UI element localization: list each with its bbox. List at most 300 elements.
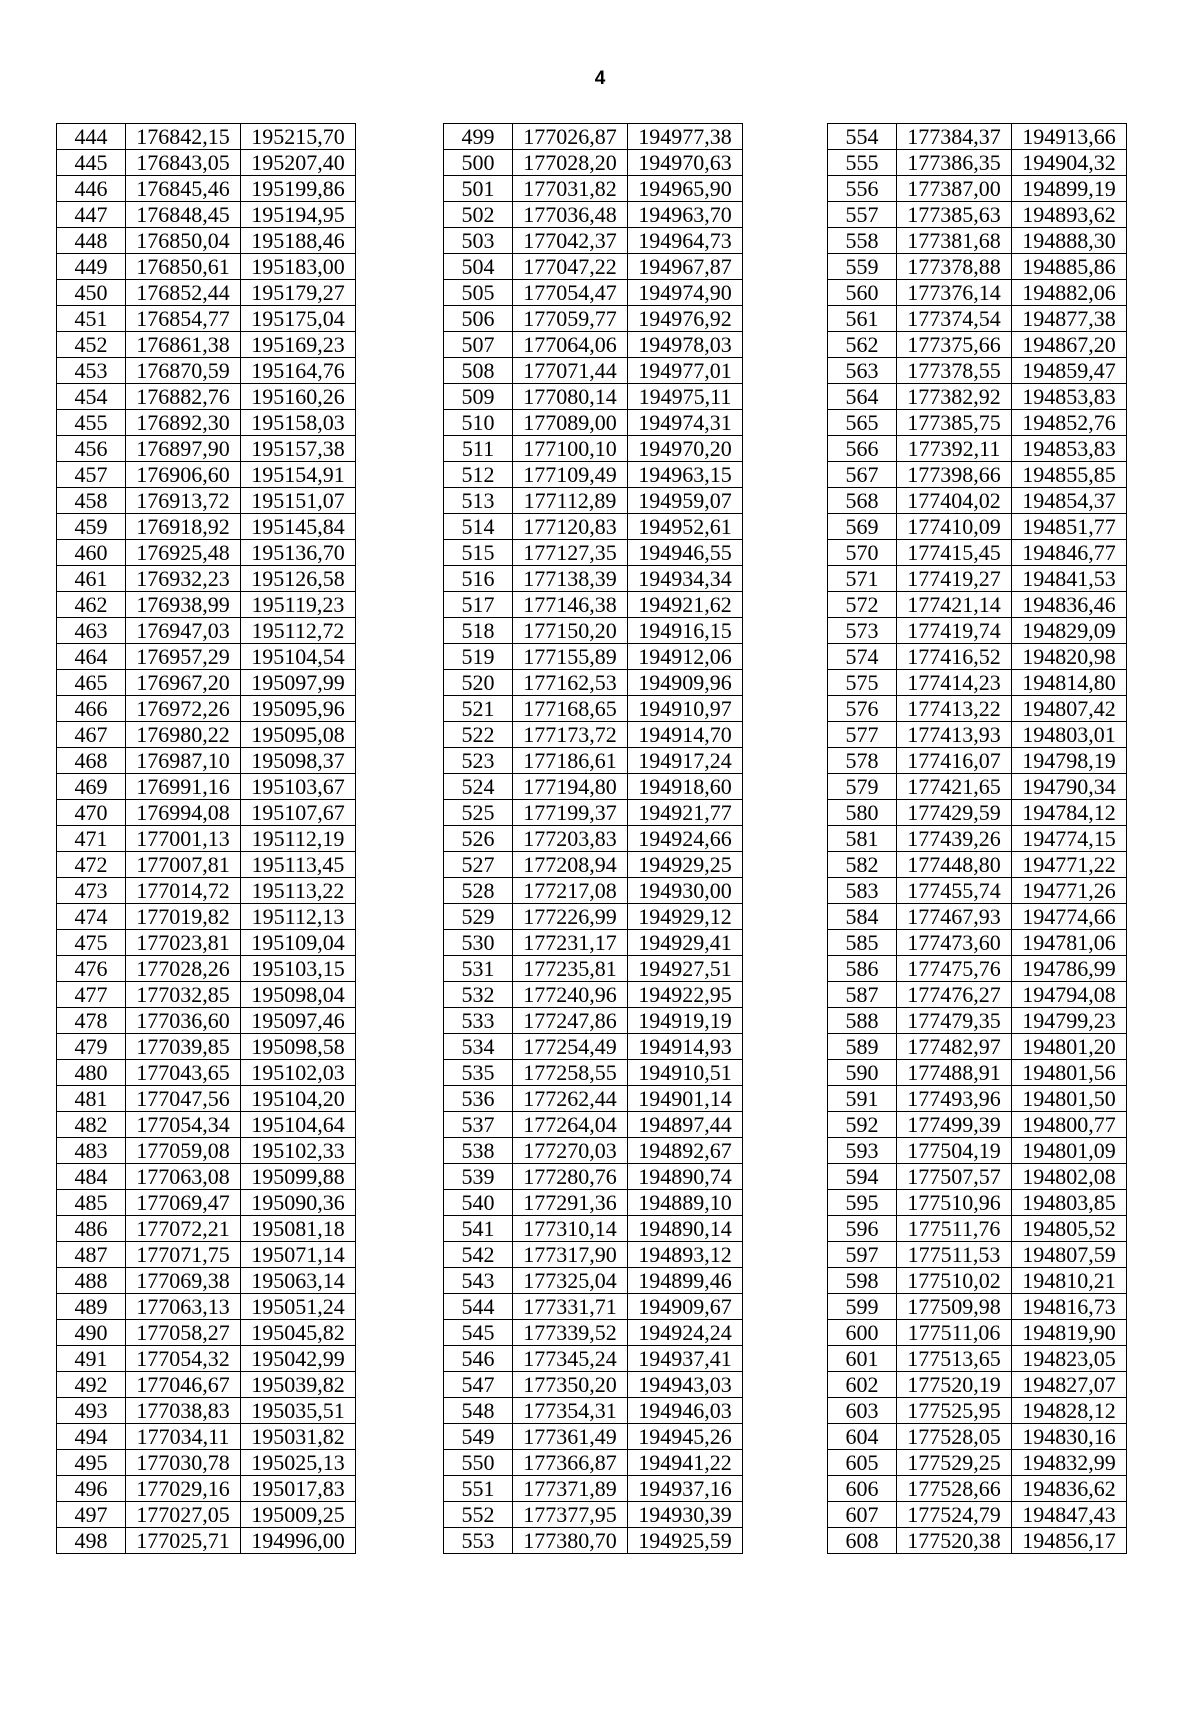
point-number-cell: 465 — [57, 670, 126, 696]
x-coordinate-cell: 177374,54 — [897, 306, 1012, 332]
y-coordinate-cell: 194914,70 — [628, 722, 743, 748]
point-number-cell: 572 — [828, 592, 897, 618]
point-number-cell: 552 — [444, 1502, 513, 1528]
x-coordinate-cell: 177039,85 — [126, 1034, 241, 1060]
y-coordinate-cell: 195136,70 — [241, 540, 356, 566]
y-coordinate-cell: 194941,22 — [628, 1450, 743, 1476]
point-number-cell: 477 — [57, 982, 126, 1008]
y-coordinate-cell: 194820,98 — [1012, 644, 1127, 670]
y-coordinate-cell: 194927,51 — [628, 956, 743, 982]
y-coordinate-cell: 194946,55 — [628, 540, 743, 566]
table-row — [828, 202, 1127, 228]
x-coordinate-cell: 177235,81 — [513, 956, 628, 982]
y-coordinate-cell: 195102,33 — [241, 1138, 356, 1164]
table-row — [57, 1502, 356, 1528]
y-coordinate-cell: 195031,82 — [241, 1424, 356, 1450]
y-coordinate-cell: 195119,23 — [241, 592, 356, 618]
point-number-cell: 522 — [444, 722, 513, 748]
x-coordinate-cell: 177366,87 — [513, 1450, 628, 1476]
point-number-cell: 444 — [57, 124, 126, 150]
y-coordinate-cell: 195090,36 — [241, 1190, 356, 1216]
table-row — [828, 774, 1127, 800]
y-coordinate-cell: 194807,42 — [1012, 696, 1127, 722]
y-coordinate-cell: 194801,09 — [1012, 1138, 1127, 1164]
point-number-cell: 452 — [57, 332, 126, 358]
table-row — [828, 670, 1127, 696]
y-coordinate-cell: 195154,91 — [241, 462, 356, 488]
table-row — [444, 124, 743, 150]
point-number-cell: 527 — [444, 852, 513, 878]
y-coordinate-cell: 194802,08 — [1012, 1164, 1127, 1190]
table-row — [57, 1424, 356, 1450]
point-number-cell: 555 — [828, 150, 897, 176]
table-row — [828, 826, 1127, 852]
x-coordinate-cell: 177520,38 — [897, 1528, 1012, 1554]
x-coordinate-cell: 176913,72 — [126, 488, 241, 514]
x-coordinate-cell: 176906,60 — [126, 462, 241, 488]
point-number-cell: 502 — [444, 202, 513, 228]
point-number-cell: 510 — [444, 410, 513, 436]
x-coordinate-cell: 177071,44 — [513, 358, 628, 384]
point-number-cell: 480 — [57, 1060, 126, 1086]
table-row — [444, 1138, 743, 1164]
y-coordinate-cell: 195113,45 — [241, 852, 356, 878]
table-row — [444, 462, 743, 488]
table-row — [828, 1346, 1127, 1372]
x-coordinate-cell: 177007,81 — [126, 852, 241, 878]
table-row — [57, 332, 356, 358]
table-row — [444, 1008, 743, 1034]
point-number-cell: 500 — [444, 150, 513, 176]
x-coordinate-cell: 177385,75 — [897, 410, 1012, 436]
x-coordinate-cell: 177414,23 — [897, 670, 1012, 696]
x-coordinate-cell: 177429,59 — [897, 800, 1012, 826]
x-coordinate-cell: 176850,61 — [126, 254, 241, 280]
table-row — [57, 1242, 356, 1268]
y-coordinate-cell: 194976,92 — [628, 306, 743, 332]
x-coordinate-cell: 177525,95 — [897, 1398, 1012, 1424]
table-row — [57, 1190, 356, 1216]
point-number-cell: 580 — [828, 800, 897, 826]
y-coordinate-cell: 194827,07 — [1012, 1372, 1127, 1398]
x-coordinate-cell: 177479,35 — [897, 1008, 1012, 1034]
y-coordinate-cell: 194978,03 — [628, 332, 743, 358]
y-coordinate-cell: 195103,15 — [241, 956, 356, 982]
x-coordinate-cell: 176854,77 — [126, 306, 241, 332]
y-coordinate-cell: 195104,54 — [241, 644, 356, 670]
point-number-cell: 536 — [444, 1086, 513, 1112]
page-number: 4 — [594, 68, 606, 89]
table-row — [444, 488, 743, 514]
y-coordinate-cell: 195071,14 — [241, 1242, 356, 1268]
x-coordinate-cell: 177378,88 — [897, 254, 1012, 280]
y-coordinate-cell: 194803,01 — [1012, 722, 1127, 748]
x-coordinate-cell: 177513,65 — [897, 1346, 1012, 1372]
x-coordinate-cell: 176972,26 — [126, 696, 241, 722]
x-coordinate-cell: 177001,13 — [126, 826, 241, 852]
table-row — [57, 904, 356, 930]
point-number-cell: 596 — [828, 1216, 897, 1242]
x-coordinate-cell: 176967,20 — [126, 670, 241, 696]
y-coordinate-cell: 194921,77 — [628, 800, 743, 826]
y-coordinate-cell: 194836,62 — [1012, 1476, 1127, 1502]
point-number-cell: 604 — [828, 1424, 897, 1450]
y-coordinate-cell: 194801,56 — [1012, 1060, 1127, 1086]
table-row — [828, 930, 1127, 956]
y-coordinate-cell: 195063,14 — [241, 1268, 356, 1294]
x-coordinate-cell: 177413,22 — [897, 696, 1012, 722]
x-coordinate-cell: 177510,96 — [897, 1190, 1012, 1216]
point-number-cell: 485 — [57, 1190, 126, 1216]
point-number-cell: 583 — [828, 878, 897, 904]
table-row — [444, 202, 743, 228]
y-coordinate-cell: 194946,03 — [628, 1398, 743, 1424]
point-number-cell: 560 — [828, 280, 897, 306]
point-number-cell: 600 — [828, 1320, 897, 1346]
point-number-cell: 535 — [444, 1060, 513, 1086]
point-number-cell: 581 — [828, 826, 897, 852]
y-coordinate-cell: 194930,00 — [628, 878, 743, 904]
point-number-cell: 478 — [57, 1008, 126, 1034]
x-coordinate-cell: 177350,20 — [513, 1372, 628, 1398]
y-coordinate-cell: 194901,14 — [628, 1086, 743, 1112]
y-coordinate-cell: 194846,77 — [1012, 540, 1127, 566]
table-row — [444, 1372, 743, 1398]
x-coordinate-cell: 177416,52 — [897, 644, 1012, 670]
x-coordinate-cell: 177476,27 — [897, 982, 1012, 1008]
x-coordinate-cell: 176870,59 — [126, 358, 241, 384]
table-row — [828, 1008, 1127, 1034]
x-coordinate-cell: 177385,63 — [897, 202, 1012, 228]
x-coordinate-cell: 177524,79 — [897, 1502, 1012, 1528]
y-coordinate-cell: 194889,10 — [628, 1190, 743, 1216]
y-coordinate-cell: 195104,64 — [241, 1112, 356, 1138]
y-coordinate-cell: 194853,83 — [1012, 384, 1127, 410]
table-row — [828, 1294, 1127, 1320]
point-number-cell: 563 — [828, 358, 897, 384]
table-row — [57, 124, 356, 150]
x-coordinate-cell: 177325,04 — [513, 1268, 628, 1294]
x-coordinate-cell: 177203,83 — [513, 826, 628, 852]
table-row — [828, 1216, 1127, 1242]
table-row — [828, 566, 1127, 592]
y-coordinate-cell: 194798,19 — [1012, 748, 1127, 774]
table-row — [444, 280, 743, 306]
x-coordinate-cell: 177386,35 — [897, 150, 1012, 176]
point-number-cell: 564 — [828, 384, 897, 410]
x-coordinate-cell: 177455,74 — [897, 878, 1012, 904]
y-coordinate-cell: 194974,31 — [628, 410, 743, 436]
table-row — [828, 1034, 1127, 1060]
point-number-cell: 602 — [828, 1372, 897, 1398]
x-coordinate-cell: 177264,04 — [513, 1112, 628, 1138]
point-number-cell: 601 — [828, 1346, 897, 1372]
y-coordinate-cell: 195102,03 — [241, 1060, 356, 1086]
table-row — [57, 540, 356, 566]
table-row — [444, 826, 743, 852]
point-number-cell: 576 — [828, 696, 897, 722]
x-coordinate-cell: 177109,49 — [513, 462, 628, 488]
x-coordinate-cell: 177404,02 — [897, 488, 1012, 514]
y-coordinate-cell: 195095,96 — [241, 696, 356, 722]
y-coordinate-cell: 194922,95 — [628, 982, 743, 1008]
x-coordinate-cell: 177381,68 — [897, 228, 1012, 254]
table-row — [57, 1450, 356, 1476]
point-number-cell: 509 — [444, 384, 513, 410]
x-coordinate-cell: 176957,29 — [126, 644, 241, 670]
x-coordinate-cell: 177511,06 — [897, 1320, 1012, 1346]
table-row — [444, 904, 743, 930]
point-number-cell: 511 — [444, 436, 513, 462]
point-number-cell: 586 — [828, 956, 897, 982]
table-row — [57, 1086, 356, 1112]
table-row — [57, 878, 356, 904]
point-number-cell: 450 — [57, 280, 126, 306]
point-number-cell: 582 — [828, 852, 897, 878]
point-number-cell: 571 — [828, 566, 897, 592]
point-number-cell: 466 — [57, 696, 126, 722]
y-coordinate-cell: 195025,13 — [241, 1450, 356, 1476]
x-coordinate-cell: 177112,89 — [513, 488, 628, 514]
x-coordinate-cell: 177510,02 — [897, 1268, 1012, 1294]
y-coordinate-cell: 194924,24 — [628, 1320, 743, 1346]
table-row — [444, 384, 743, 410]
x-coordinate-cell: 177120,83 — [513, 514, 628, 540]
point-number-cell: 484 — [57, 1164, 126, 1190]
x-coordinate-cell: 177226,99 — [513, 904, 628, 930]
y-coordinate-cell: 195113,22 — [241, 878, 356, 904]
point-number-cell: 512 — [444, 462, 513, 488]
table-row — [828, 176, 1127, 202]
x-coordinate-cell: 177499,39 — [897, 1112, 1012, 1138]
table-row — [444, 332, 743, 358]
table-row — [57, 800, 356, 826]
y-coordinate-cell: 194945,26 — [628, 1424, 743, 1450]
table-row — [444, 1424, 743, 1450]
y-coordinate-cell: 194888,30 — [1012, 228, 1127, 254]
y-coordinate-cell: 194814,80 — [1012, 670, 1127, 696]
table-row — [57, 1320, 356, 1346]
point-number-cell: 468 — [57, 748, 126, 774]
point-number-cell: 603 — [828, 1398, 897, 1424]
y-coordinate-cell: 194914,93 — [628, 1034, 743, 1060]
table-row — [57, 1112, 356, 1138]
y-coordinate-cell: 195051,24 — [241, 1294, 356, 1320]
point-number-cell: 458 — [57, 488, 126, 514]
table-row — [828, 982, 1127, 1008]
y-coordinate-cell: 194859,47 — [1012, 358, 1127, 384]
x-coordinate-cell: 177036,48 — [513, 202, 628, 228]
y-coordinate-cell: 194892,67 — [628, 1138, 743, 1164]
table-row — [57, 1164, 356, 1190]
y-coordinate-cell: 194784,12 — [1012, 800, 1127, 826]
table-row — [828, 1112, 1127, 1138]
table-row — [828, 228, 1127, 254]
x-coordinate-cell: 177069,47 — [126, 1190, 241, 1216]
table-row — [57, 1476, 356, 1502]
y-coordinate-cell: 195009,25 — [241, 1502, 356, 1528]
point-number-cell: 561 — [828, 306, 897, 332]
table-row — [444, 1164, 743, 1190]
table-row — [57, 514, 356, 540]
point-number-cell: 548 — [444, 1398, 513, 1424]
coordinates-table-1 — [56, 123, 356, 1554]
y-coordinate-cell: 195126,58 — [241, 566, 356, 592]
table-row — [444, 150, 743, 176]
table-row — [828, 1190, 1127, 1216]
y-coordinate-cell: 194977,01 — [628, 358, 743, 384]
table-row — [444, 878, 743, 904]
point-number-cell: 549 — [444, 1424, 513, 1450]
y-coordinate-cell: 195098,58 — [241, 1034, 356, 1060]
x-coordinate-cell: 176932,23 — [126, 566, 241, 592]
point-number-cell: 447 — [57, 202, 126, 228]
point-number-cell: 490 — [57, 1320, 126, 1346]
x-coordinate-cell: 177482,97 — [897, 1034, 1012, 1060]
x-coordinate-cell: 177028,20 — [513, 150, 628, 176]
point-number-cell: 565 — [828, 410, 897, 436]
y-coordinate-cell: 194970,20 — [628, 436, 743, 462]
y-coordinate-cell: 194916,15 — [628, 618, 743, 644]
x-coordinate-cell: 177026,87 — [513, 124, 628, 150]
point-number-cell: 605 — [828, 1450, 897, 1476]
point-number-cell: 538 — [444, 1138, 513, 1164]
table-row — [828, 1242, 1127, 1268]
point-number-cell: 496 — [57, 1476, 126, 1502]
x-coordinate-cell: 177361,49 — [513, 1424, 628, 1450]
point-number-cell: 505 — [444, 280, 513, 306]
x-coordinate-cell: 176861,38 — [126, 332, 241, 358]
x-coordinate-cell: 177028,26 — [126, 956, 241, 982]
y-coordinate-cell: 194852,76 — [1012, 410, 1127, 436]
x-coordinate-cell: 177034,11 — [126, 1424, 241, 1450]
point-number-cell: 544 — [444, 1294, 513, 1320]
point-number-cell: 463 — [57, 618, 126, 644]
x-coordinate-cell: 177027,05 — [126, 1502, 241, 1528]
point-number-cell: 508 — [444, 358, 513, 384]
x-coordinate-cell: 177168,65 — [513, 696, 628, 722]
y-coordinate-cell: 194934,34 — [628, 566, 743, 592]
y-coordinate-cell: 194912,06 — [628, 644, 743, 670]
y-coordinate-cell: 195169,23 — [241, 332, 356, 358]
point-number-cell: 462 — [57, 592, 126, 618]
y-coordinate-cell: 195098,04 — [241, 982, 356, 1008]
y-coordinate-cell: 194851,77 — [1012, 514, 1127, 540]
point-number-cell: 486 — [57, 1216, 126, 1242]
y-coordinate-cell: 194893,12 — [628, 1242, 743, 1268]
y-coordinate-cell: 195183,00 — [241, 254, 356, 280]
table-row — [828, 1086, 1127, 1112]
table-row — [57, 1372, 356, 1398]
table-row — [57, 306, 356, 332]
y-coordinate-cell: 194890,14 — [628, 1216, 743, 1242]
table-row — [828, 800, 1127, 826]
table-row — [828, 748, 1127, 774]
point-number-cell: 551 — [444, 1476, 513, 1502]
x-coordinate-cell: 177023,81 — [126, 930, 241, 956]
table-row — [57, 410, 356, 436]
point-number-cell: 606 — [828, 1476, 897, 1502]
x-coordinate-cell: 177377,95 — [513, 1502, 628, 1528]
point-number-cell: 590 — [828, 1060, 897, 1086]
table-row — [828, 332, 1127, 358]
point-number-cell: 470 — [57, 800, 126, 826]
x-coordinate-cell: 177071,75 — [126, 1242, 241, 1268]
point-number-cell: 491 — [57, 1346, 126, 1372]
y-coordinate-cell: 194771,22 — [1012, 852, 1127, 878]
table-row — [57, 592, 356, 618]
point-number-cell: 531 — [444, 956, 513, 982]
point-number-cell: 599 — [828, 1294, 897, 1320]
x-coordinate-cell: 177310,14 — [513, 1216, 628, 1242]
point-number-cell: 525 — [444, 800, 513, 826]
table-row — [444, 1242, 743, 1268]
point-number-cell: 499 — [444, 124, 513, 150]
table-row — [57, 1034, 356, 1060]
point-number-cell: 471 — [57, 826, 126, 852]
point-number-cell: 457 — [57, 462, 126, 488]
x-coordinate-cell: 177509,98 — [897, 1294, 1012, 1320]
table-row — [444, 1320, 743, 1346]
x-coordinate-cell: 177127,35 — [513, 540, 628, 566]
y-coordinate-cell: 194967,87 — [628, 254, 743, 280]
table-row — [444, 982, 743, 1008]
point-number-cell: 445 — [57, 150, 126, 176]
table-row — [444, 540, 743, 566]
point-number-cell: 518 — [444, 618, 513, 644]
x-coordinate-cell: 177030,78 — [126, 1450, 241, 1476]
x-coordinate-cell: 177247,86 — [513, 1008, 628, 1034]
point-number-cell: 584 — [828, 904, 897, 930]
x-coordinate-cell: 177387,00 — [897, 176, 1012, 202]
point-number-cell: 475 — [57, 930, 126, 956]
y-coordinate-cell: 194819,90 — [1012, 1320, 1127, 1346]
table-row — [828, 592, 1127, 618]
point-number-cell: 579 — [828, 774, 897, 800]
table-row — [444, 800, 743, 826]
y-coordinate-cell: 194937,16 — [628, 1476, 743, 1502]
point-number-cell: 550 — [444, 1450, 513, 1476]
table-row — [444, 1450, 743, 1476]
y-coordinate-cell: 194917,24 — [628, 748, 743, 774]
x-coordinate-cell: 176994,08 — [126, 800, 241, 826]
point-number-cell: 542 — [444, 1242, 513, 1268]
x-coordinate-cell: 177155,89 — [513, 644, 628, 670]
x-coordinate-cell: 177375,66 — [897, 332, 1012, 358]
y-coordinate-cell: 194774,66 — [1012, 904, 1127, 930]
y-coordinate-cell: 195164,76 — [241, 358, 356, 384]
x-coordinate-cell: 177448,80 — [897, 852, 1012, 878]
table-row — [444, 254, 743, 280]
table-row — [444, 1268, 743, 1294]
y-coordinate-cell: 194897,44 — [628, 1112, 743, 1138]
x-coordinate-cell: 177025,71 — [126, 1528, 241, 1554]
point-number-cell: 473 — [57, 878, 126, 904]
point-number-cell: 543 — [444, 1268, 513, 1294]
x-coordinate-cell: 177138,39 — [513, 566, 628, 592]
point-number-cell: 517 — [444, 592, 513, 618]
point-number-cell: 467 — [57, 722, 126, 748]
x-coordinate-cell: 177014,72 — [126, 878, 241, 904]
x-coordinate-cell: 177528,66 — [897, 1476, 1012, 1502]
y-coordinate-cell: 194963,70 — [628, 202, 743, 228]
y-coordinate-cell: 194929,41 — [628, 930, 743, 956]
y-coordinate-cell: 194781,06 — [1012, 930, 1127, 956]
x-coordinate-cell: 177439,26 — [897, 826, 1012, 852]
table-row — [828, 150, 1127, 176]
point-number-cell: 489 — [57, 1294, 126, 1320]
table-row — [828, 1528, 1127, 1554]
